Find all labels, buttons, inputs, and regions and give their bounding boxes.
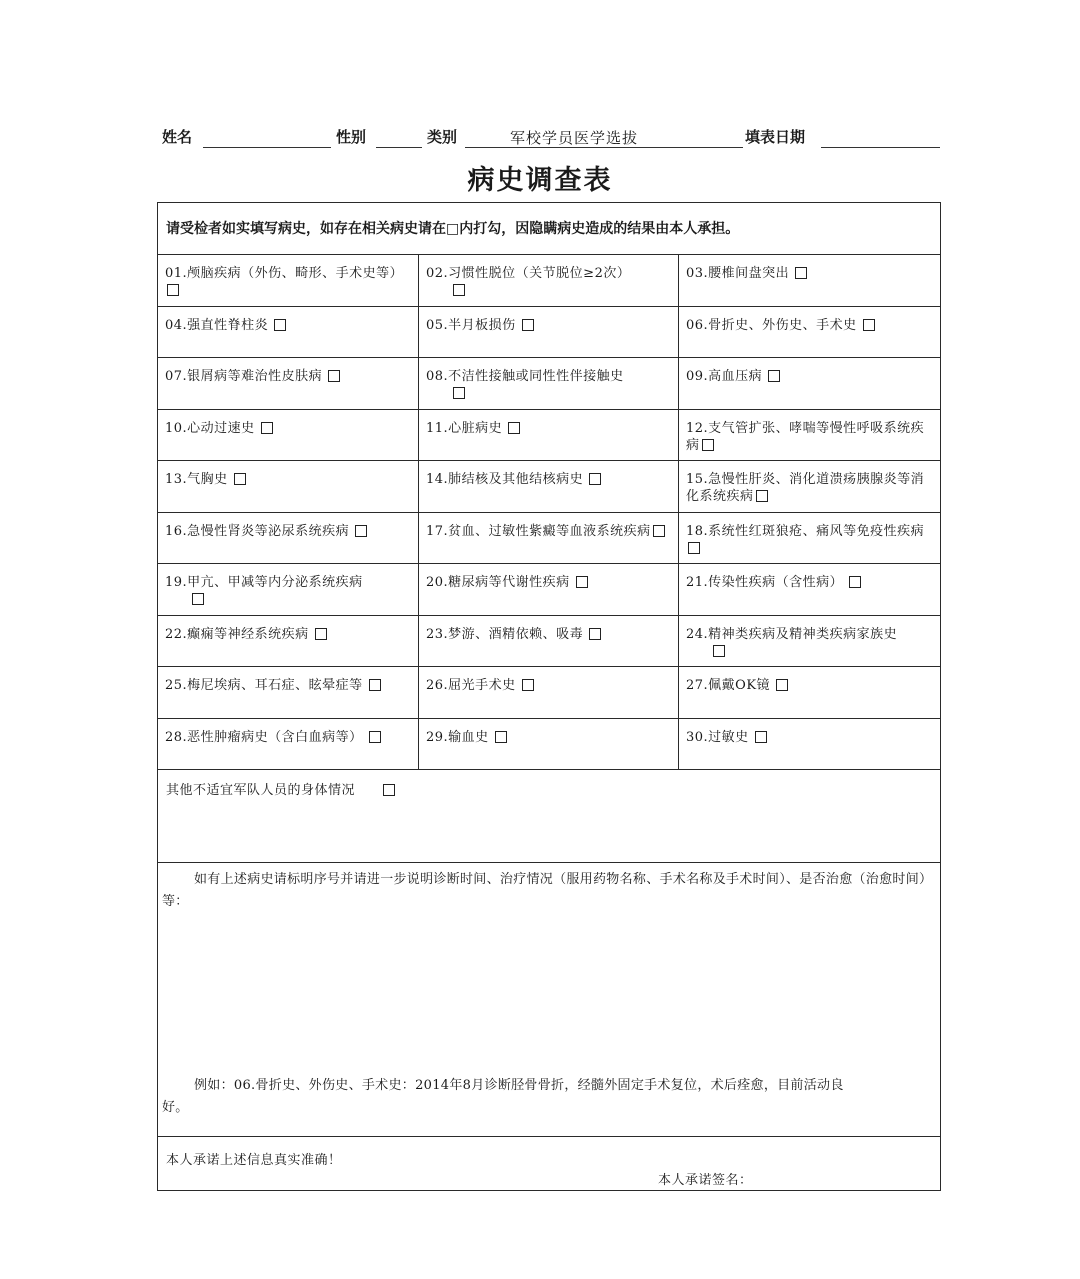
item-label: 04.强直性脊柱炎	[165, 317, 269, 333]
checkbox[interactable]	[702, 439, 714, 451]
checkbox[interactable]	[508, 422, 520, 434]
checkbox[interactable]	[453, 284, 465, 296]
history-item	[158, 306, 419, 358]
history-item	[158, 461, 419, 513]
item-label: 15.急慢性肝炎、消化道溃疡胰腺炎等消化系统疾病	[686, 472, 925, 504]
item-label: 27.佩戴OK镜	[686, 678, 771, 693]
checkbox[interactable]	[849, 576, 861, 588]
history-item	[679, 718, 941, 770]
history-item	[158, 512, 419, 564]
item-label: 23.梦游、酒精依赖、吸毒	[426, 626, 584, 642]
explanation-instruction: 如有上述病史请标明序号并请进一步说明诊断时间、治疗情况（服用药物名称、手术名称及手术时间）、是否治愈（治愈时间）等：	[162, 872, 926, 909]
instruction-text: 请受检者如实填写病史，如存在相关病史请在□内打勾，因隐瞒病史造成的结果由本人承担。	[158, 203, 941, 255]
checkbox[interactable]	[795, 267, 807, 279]
checkbox[interactable]	[589, 628, 601, 640]
history-item	[679, 615, 941, 667]
item-label: 14.肺结核及其他结核病史	[426, 472, 584, 487]
item-label: 09.高血压病	[686, 369, 763, 384]
item-label: 25.梅尼埃病、耳石症、眩晕症等	[165, 678, 363, 693]
history-item	[419, 461, 679, 513]
history-item	[419, 564, 679, 616]
item-label: 22.癫痫等神经系统疾病	[165, 626, 309, 642]
page-title: 病史调查表	[467, 165, 613, 196]
history-item	[158, 409, 419, 461]
signature-label[interactable]: 本人承诺签名：	[658, 1173, 753, 1188]
item-label: 07.银屑病等难治性皮肤病	[165, 369, 323, 384]
history-item	[419, 667, 679, 719]
medical-history-table	[157, 202, 941, 1191]
history-item	[419, 358, 679, 410]
item-label: 10.心动过速史	[165, 420, 255, 436]
checkbox[interactable]	[713, 645, 725, 657]
checkbox[interactable]	[315, 628, 327, 640]
item-label: 02.习惯性脱位（关节脱位≥2次）	[426, 266, 631, 281]
history-item	[419, 512, 679, 564]
explanation-area[interactable]	[158, 863, 941, 1137]
item-label: 11.心脏病史	[426, 420, 503, 436]
checkbox[interactable]	[369, 679, 381, 691]
checkbox[interactable]	[261, 422, 273, 434]
checkbox[interactable]	[768, 370, 780, 382]
checkbox[interactable]	[688, 542, 700, 554]
checkbox[interactable]	[192, 593, 204, 605]
item-label: 30.过敏史	[686, 729, 749, 745]
history-item	[419, 255, 679, 307]
example-text: 例如：06.骨折史、外伤史、手术史：2014年8月诊断胫骨骨折，经髓外固定手术复位，术后痊愈，目前活动良好。	[162, 1078, 844, 1115]
checkbox[interactable]	[589, 473, 601, 485]
checkbox[interactable]	[167, 284, 179, 296]
name-label: 姓名	[162, 128, 193, 146]
item-label: 26.屈光手术史	[426, 678, 516, 693]
gender-label: 性别	[336, 128, 367, 146]
item-label: 12.支气管扩张、哮喘等慢性呼吸系统疾病	[686, 420, 925, 453]
item-label: 06.骨折史、外伤史、手术史	[686, 317, 857, 333]
item-label: 29.输血史	[426, 729, 489, 745]
checkbox[interactable]	[234, 473, 246, 485]
item-label: 19.甲亢、甲减等内分泌系统疾病	[165, 575, 363, 590]
item-label: 17.贫血、过敏性紫癜等血液系统疾病	[426, 523, 651, 539]
checkbox[interactable]	[653, 525, 665, 537]
form-header	[0, 122, 1080, 152]
history-item	[679, 564, 941, 616]
checkbox[interactable]	[383, 784, 395, 796]
history-item	[158, 667, 419, 719]
promise-row	[158, 1137, 941, 1191]
other-condition-row	[158, 770, 941, 863]
checkbox[interactable]	[369, 731, 381, 743]
other-condition-label: 其他不适宜军队人员的身体情况	[166, 783, 356, 798]
history-item	[679, 255, 941, 307]
history-item	[158, 718, 419, 770]
checkbox[interactable]	[495, 731, 507, 743]
history-item	[419, 615, 679, 667]
history-item	[419, 306, 679, 358]
checkbox[interactable]	[274, 319, 286, 331]
category-value: 军校学员医学选拔	[510, 129, 639, 147]
promise-text: 本人承诺上述信息真实准确！	[166, 1153, 342, 1168]
checkbox[interactable]	[522, 319, 534, 331]
history-item	[419, 718, 679, 770]
history-item	[679, 667, 941, 719]
history-item	[679, 358, 941, 410]
checkbox[interactable]	[755, 731, 767, 743]
history-item	[158, 358, 419, 410]
item-label: 08.不洁性接触或同性性伴接触史	[426, 369, 624, 384]
item-label: 03.腰椎间盘突出	[686, 266, 790, 281]
checkbox[interactable]	[776, 679, 788, 691]
history-item	[679, 461, 941, 513]
checkbox[interactable]	[756, 490, 768, 502]
checkbox[interactable]	[522, 679, 534, 691]
history-item	[679, 409, 941, 461]
item-label: 16.急慢性肾炎等泌尿系统疾病	[165, 523, 350, 539]
history-item	[158, 255, 419, 307]
checkbox[interactable]	[328, 370, 340, 382]
item-label: 28.恶性肿瘤病史（含白血病等）	[165, 729, 363, 745]
item-label: 01.颅脑疾病（外伤、畸形、手术史等）	[165, 266, 404, 281]
history-item	[419, 409, 679, 461]
checkbox[interactable]	[355, 525, 367, 537]
checkbox[interactable]	[576, 576, 588, 588]
date-label: 填表日期	[745, 128, 806, 146]
name-field[interactable]	[203, 147, 331, 148]
item-label: 24.精神类疾病及精神类疾病家族史	[686, 626, 898, 642]
history-item	[158, 615, 419, 667]
category-label: 类别	[427, 128, 458, 146]
item-label: 18.系统性红斑狼疮、痛风等免疫性疾病	[686, 523, 925, 539]
item-label: 13.气胸史	[165, 472, 228, 487]
item-label: 20.糖尿病等代谢性疾病	[426, 575, 570, 590]
gender-field[interactable]	[376, 147, 422, 148]
date-field[interactable]	[821, 147, 940, 148]
checkbox[interactable]	[453, 387, 465, 399]
history-item	[679, 306, 941, 358]
item-label: 21.传染性疾病（含性病）	[686, 575, 844, 590]
item-label: 05.半月板损伤	[426, 317, 516, 333]
checkbox[interactable]	[863, 319, 875, 331]
history-item	[158, 564, 419, 616]
history-item	[679, 512, 941, 564]
